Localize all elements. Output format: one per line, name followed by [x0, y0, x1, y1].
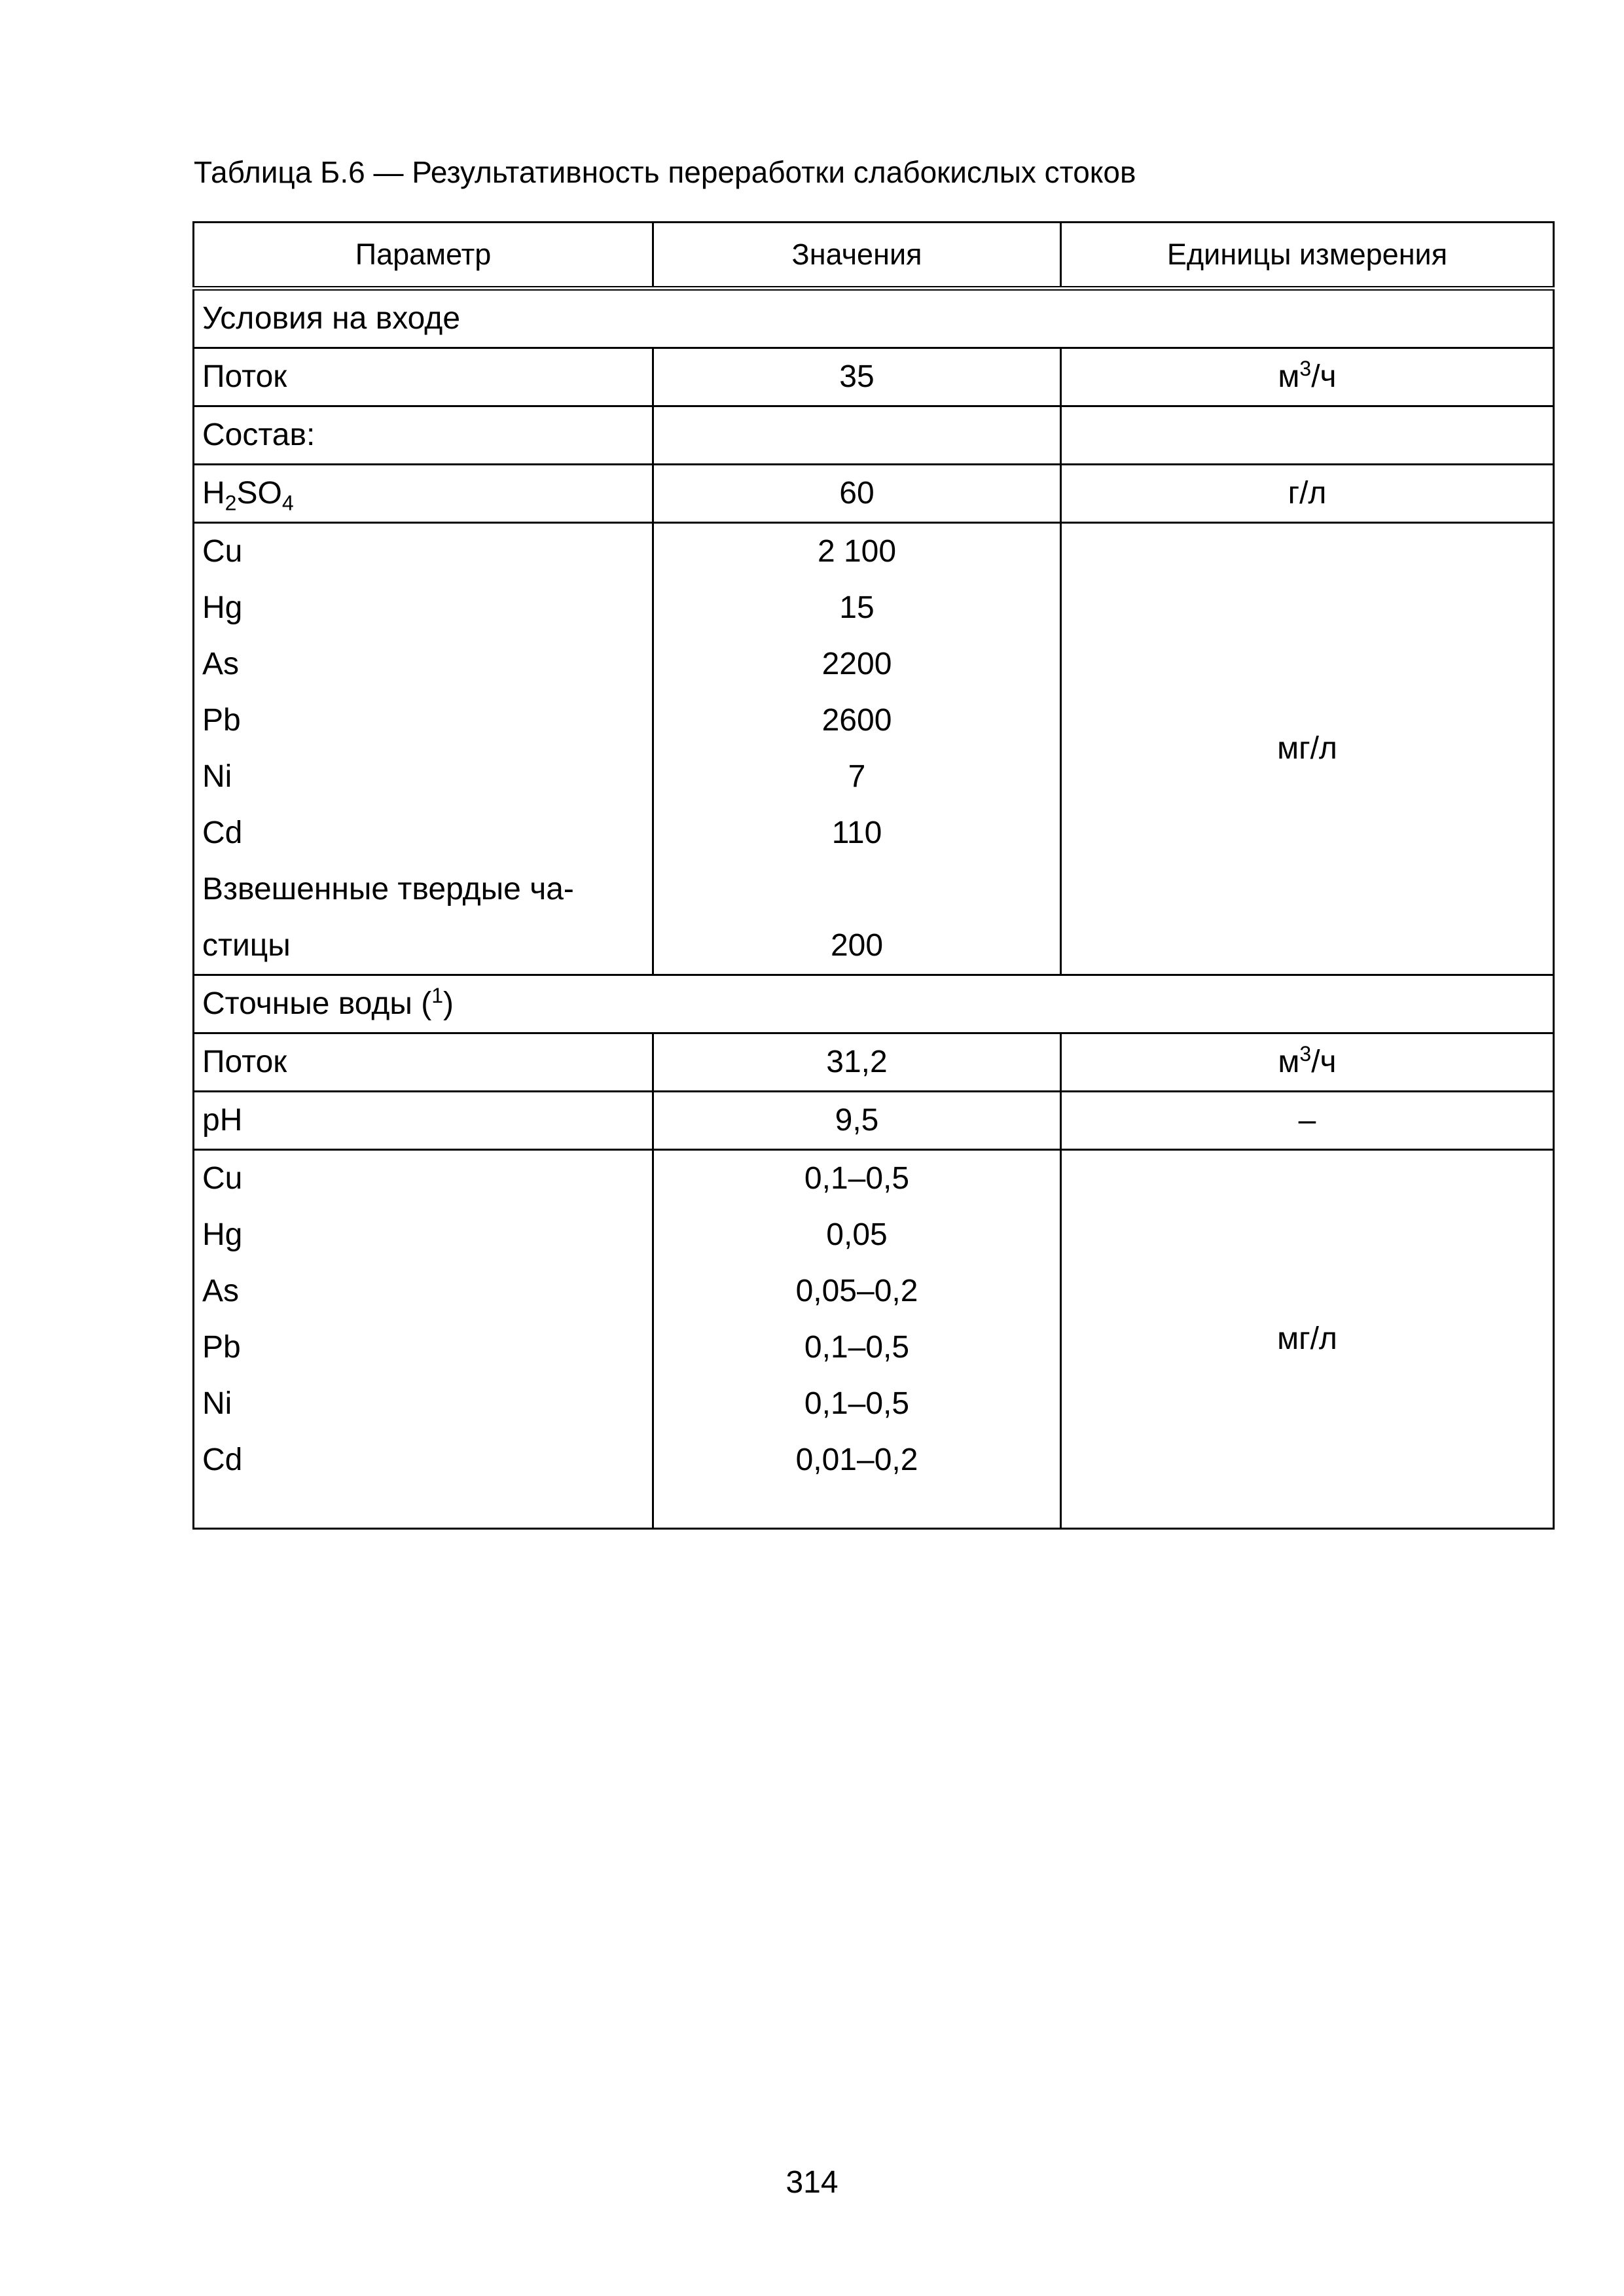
- ph-label: pH: [194, 1092, 653, 1150]
- input-metals-values: [653, 523, 1061, 975]
- results-table: [192, 221, 1555, 1530]
- metal-name: Ni: [202, 759, 232, 794]
- output-metals-names: [194, 1150, 653, 1529]
- metal-name: As: [202, 1274, 240, 1308]
- output-metals-values: [653, 1150, 1061, 1529]
- metal-value: 0,05–0,2: [795, 1274, 918, 1308]
- metal-name: Hg: [202, 590, 243, 625]
- ph-row: [194, 1092, 1554, 1150]
- h2so4-label: $H_2SO_4$: [194, 465, 653, 523]
- input-metals-row: [194, 523, 1554, 975]
- metal-value: 2600: [821, 703, 892, 738]
- metal-value: 15: [839, 590, 875, 625]
- section-output-row: [194, 975, 1554, 1033]
- h2so4-row: [194, 465, 1554, 523]
- metal-name: As: [202, 647, 240, 681]
- output-flow-row: [194, 1033, 1554, 1092]
- header-param: Параметр: [194, 223, 653, 289]
- metal-value: 7: [848, 759, 866, 794]
- header-values: Значения: [653, 223, 1061, 289]
- section-input-row: [194, 289, 1554, 348]
- table-caption: Таблица Б.6 — Результативность переработки слабокислых стоков: [194, 155, 1136, 189]
- input-flow-row: [194, 348, 1554, 406]
- composition-row: [194, 406, 1554, 465]
- metal-name: Cd: [202, 816, 243, 850]
- output-metals-unit: мг/л: [1061, 1150, 1554, 1529]
- metal-name: Pb: [202, 1330, 241, 1365]
- header-units: Единицы измерения: [1061, 223, 1554, 289]
- section-input-title: Условия на входе: [194, 289, 1554, 348]
- metal-name: Pb: [202, 703, 241, 738]
- input-flow-unit: $м^3/ч$: [1061, 348, 1554, 406]
- output-flow-unit: $м^3/ч$: [1061, 1033, 1554, 1092]
- metal-value: 0,1–0,5: [804, 1161, 910, 1196]
- ph-unit: –: [1061, 1092, 1554, 1150]
- tss-value: 200: [830, 928, 884, 963]
- output-metals-row: [194, 1150, 1554, 1529]
- h2so4-value: 60: [653, 465, 1061, 523]
- h2so4-unit: г/л: [1061, 465, 1554, 523]
- metal-name: Cu: [202, 534, 243, 569]
- section-output-title: Сточные воды ($^1$): [194, 975, 1554, 1033]
- metal-value: 0,05: [826, 1217, 888, 1252]
- metal-value: 2 100: [817, 534, 897, 569]
- header-row: [194, 223, 1554, 289]
- composition-label: Состав:: [194, 406, 653, 465]
- input-metals-names: [194, 523, 653, 975]
- metal-name: Hg: [202, 1217, 243, 1252]
- metal-name: Cu: [202, 1161, 243, 1196]
- output-flow-value: 31,2: [653, 1033, 1061, 1092]
- metal-name: Ni: [202, 1386, 232, 1421]
- page-number: 314: [785, 2165, 839, 2200]
- output-flow-label: Поток: [194, 1033, 653, 1092]
- ph-value: 9,5: [653, 1092, 1061, 1150]
- metal-value: 0,1–0,5: [804, 1330, 910, 1365]
- metal-value: 0,01–0,2: [795, 1443, 918, 1477]
- metal-name: Cd: [202, 1443, 243, 1477]
- input-flow-label: Поток: [194, 348, 653, 406]
- input-flow-value: 35: [653, 348, 1061, 406]
- metal-value: 2200: [821, 647, 892, 681]
- input-metals-unit: мг/л: [1061, 523, 1554, 975]
- metal-value: 110: [831, 816, 882, 850]
- metal-value: 0,1–0,5: [804, 1386, 910, 1421]
- tss-label-line1: Взвешенные твердые ча-: [202, 872, 574, 906]
- tss-label-line2: стицы: [202, 928, 291, 963]
